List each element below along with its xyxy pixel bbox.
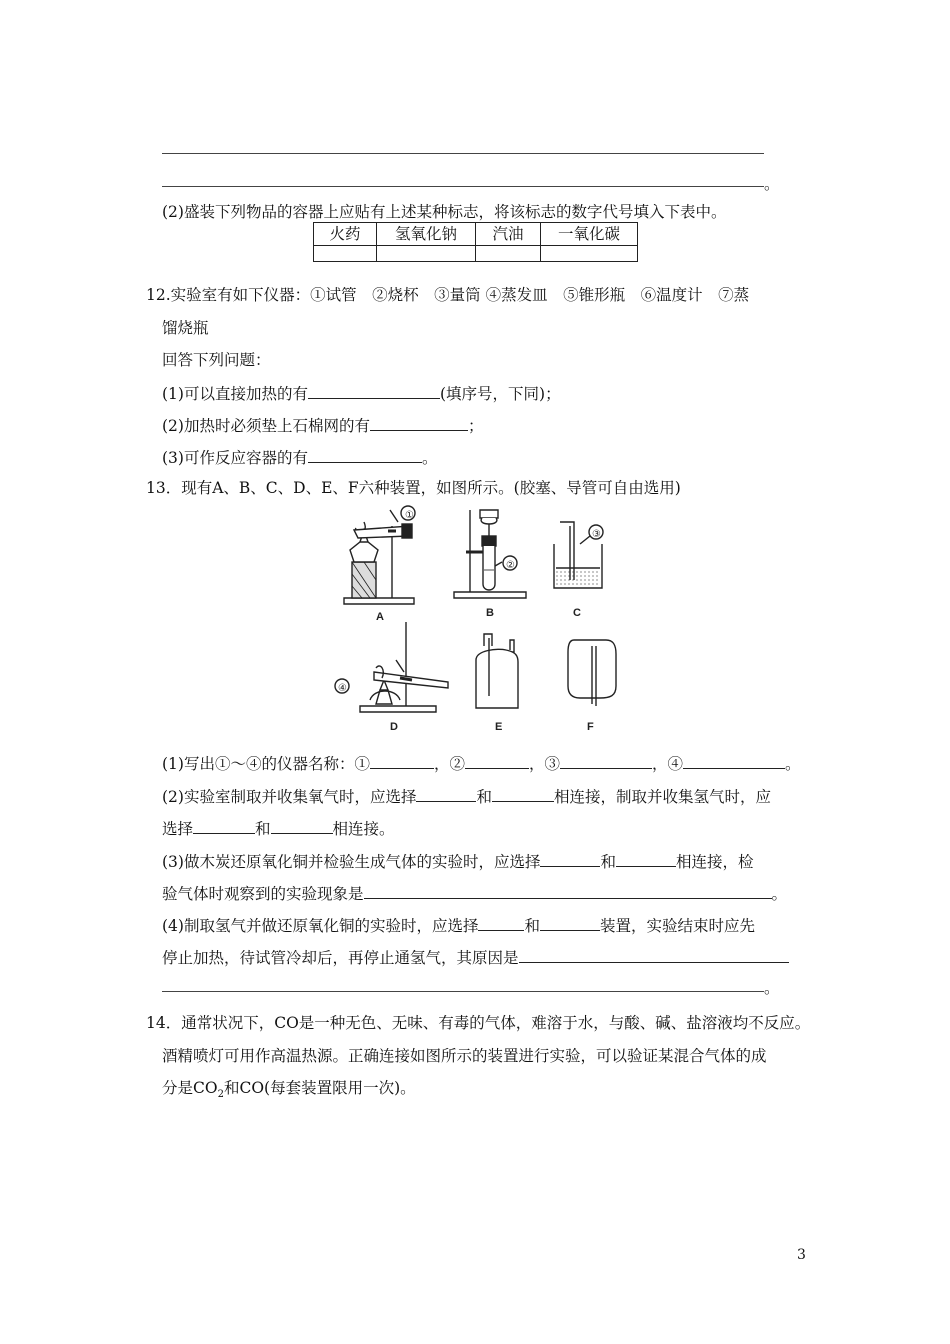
answer-blank bbox=[540, 914, 600, 931]
q12-p2-text: (2)加热时必须垫上石棉网的有 bbox=[162, 417, 370, 435]
q12-line2: 馏烧瓶 bbox=[162, 319, 209, 337]
q13-p3-text: (3)做木炭还原氧化铜并检验生成气体的实验时，应选择 bbox=[162, 853, 541, 871]
q12-part2 bbox=[162, 414, 483, 436]
q14-line3 bbox=[162, 1078, 416, 1105]
end-mark: 。 bbox=[764, 175, 780, 193]
answer-line bbox=[162, 153, 764, 154]
q13-p1-sep: ，③ bbox=[528, 755, 560, 773]
answer-line bbox=[162, 186, 764, 187]
answer-blank bbox=[193, 817, 255, 834]
apparatus-e bbox=[476, 634, 518, 708]
label-b: B bbox=[486, 607, 494, 619]
q13-p1-sep: ，② bbox=[433, 755, 465, 773]
q13-p2-and2: 和 bbox=[255, 820, 271, 838]
table-header: 汽油 bbox=[476, 223, 541, 246]
q13-part1 bbox=[162, 752, 801, 774]
q13-p3-text2: 验气体时观察到的实验现象是 bbox=[162, 885, 364, 903]
q13-p4-text2: 停止加热，待试管冷却后，再停止通氢气，其原因是 bbox=[162, 949, 519, 967]
answer-blank bbox=[519, 946, 789, 963]
table-cell bbox=[476, 246, 541, 262]
answer-blank bbox=[271, 817, 333, 834]
q13-p2-text: (2)实验室制取并收集氧气时，应选择 bbox=[162, 788, 417, 806]
label-e: E bbox=[495, 721, 503, 733]
table-header: 一氧化碳 bbox=[541, 223, 638, 246]
q12-p3-text: (3)可作反应容器的有 bbox=[162, 449, 308, 467]
answer-blank bbox=[465, 752, 529, 769]
q13-p4-tail: 装置，实验结束时应先 bbox=[599, 917, 755, 935]
q13-part2-line2 bbox=[162, 817, 395, 839]
apparatus-figure bbox=[330, 500, 630, 740]
apparatus-b bbox=[454, 510, 526, 598]
answer-blank bbox=[683, 752, 785, 769]
q13-p4-end: 。 bbox=[764, 979, 780, 997]
table-cell bbox=[314, 246, 377, 262]
label-n1: ① bbox=[405, 510, 414, 521]
q12-p1-text: (1)可以直接加热的有 bbox=[162, 385, 308, 403]
label-n3: ③ bbox=[592, 529, 601, 540]
q14-line3-text: 分是CO bbox=[162, 1079, 218, 1097]
answer-line bbox=[162, 991, 764, 992]
q12-line1: 12.实验室有如下仪器：①试管 ②烧杯 ③量筒 ④蒸发皿 ⑤锥形瓶 ⑥温度计 ⑦蒸 bbox=[146, 286, 750, 304]
q13-intro: 13．现有A、B、C、D、E、F六种装置，如图所示。(胶塞、导管可自由选用) bbox=[146, 479, 681, 497]
q13-part2-line1 bbox=[162, 785, 771, 807]
q13-p1-sep: ，④ bbox=[652, 755, 684, 773]
marks-table bbox=[313, 222, 638, 262]
q12-part3 bbox=[162, 446, 437, 468]
answer-blank bbox=[308, 382, 440, 399]
answer-blank bbox=[560, 752, 652, 769]
apparatus-f bbox=[568, 640, 616, 706]
label-a: A bbox=[376, 611, 384, 623]
label-d: D bbox=[390, 721, 398, 733]
q13-part3-line2 bbox=[162, 882, 787, 904]
answer-blank bbox=[540, 850, 600, 867]
q14-line2: 酒精喷灯可用作高温热源。正确连接如图所示的装置进行实验，可以验证某混合气体的成 bbox=[162, 1047, 767, 1065]
answer-blank bbox=[416, 785, 476, 802]
label-f: F bbox=[587, 721, 594, 733]
q14-subscript: 2 bbox=[217, 1089, 224, 1101]
q12-part1 bbox=[162, 382, 561, 404]
q12-p1-tail: (填序号，下同)； bbox=[439, 385, 561, 403]
q14-line1: 14．通常状况下，CO是一种无色、无味、有毒的气体，难溶于水，与酸、碱、盐溶液均不反应。 bbox=[146, 1014, 811, 1032]
table-header: 火药 bbox=[314, 223, 377, 246]
answer-blank bbox=[492, 785, 554, 802]
q13-part4-line1 bbox=[162, 914, 755, 936]
answer-blank bbox=[364, 882, 772, 899]
answer-blank bbox=[370, 414, 468, 431]
answer-blank bbox=[616, 850, 676, 867]
q13-p2-and: 和 bbox=[476, 788, 492, 806]
q13-p2-text2: 选择 bbox=[162, 820, 194, 838]
table-cell bbox=[377, 246, 476, 262]
q13-p4-and: 和 bbox=[524, 917, 540, 935]
q11-part2: (2)盛装下列物品的容器上应贴有上述某种标志，将该标志的数字代号填入下表中。 bbox=[162, 203, 727, 221]
q13-p3-tail: 相连接，检 bbox=[675, 853, 754, 871]
q13-p2-end: 相连接。 bbox=[332, 820, 395, 838]
q13-part3-line1 bbox=[162, 850, 754, 872]
answer-blank bbox=[478, 914, 524, 931]
q13-p3-end: 。 bbox=[771, 885, 788, 903]
label-n2: ② bbox=[506, 560, 515, 571]
q12-p2-tail: ； bbox=[467, 417, 484, 435]
q13-p1-end: 。 bbox=[785, 755, 801, 773]
apparatus-d bbox=[335, 622, 448, 712]
table-cell bbox=[541, 246, 638, 262]
table-header: 氢氧化钠 bbox=[377, 223, 476, 246]
q14-line3-tail: 和CO(每套装置限用一次)。 bbox=[223, 1079, 416, 1097]
q12-line3: 回答下列问题： bbox=[162, 351, 271, 369]
answer-blank bbox=[308, 446, 422, 463]
q13-p1-text: (1)写出①～④的仪器名称：① bbox=[162, 755, 370, 773]
q13-part4-line2 bbox=[162, 946, 789, 968]
q13-p4-text: (4)制取氢气并做还原氧化铜的实验时，应选择 bbox=[162, 917, 479, 935]
q12-p3-tail: 。 bbox=[421, 449, 438, 467]
answer-blank bbox=[370, 752, 434, 769]
q13-p2-tail: 相连接，制取并收集氢气时，应 bbox=[553, 788, 771, 806]
page-number: 3 bbox=[797, 1247, 806, 1263]
label-c: C bbox=[573, 607, 581, 619]
label-n4: ④ bbox=[338, 683, 347, 694]
q13-p3-and: 和 bbox=[600, 853, 616, 871]
